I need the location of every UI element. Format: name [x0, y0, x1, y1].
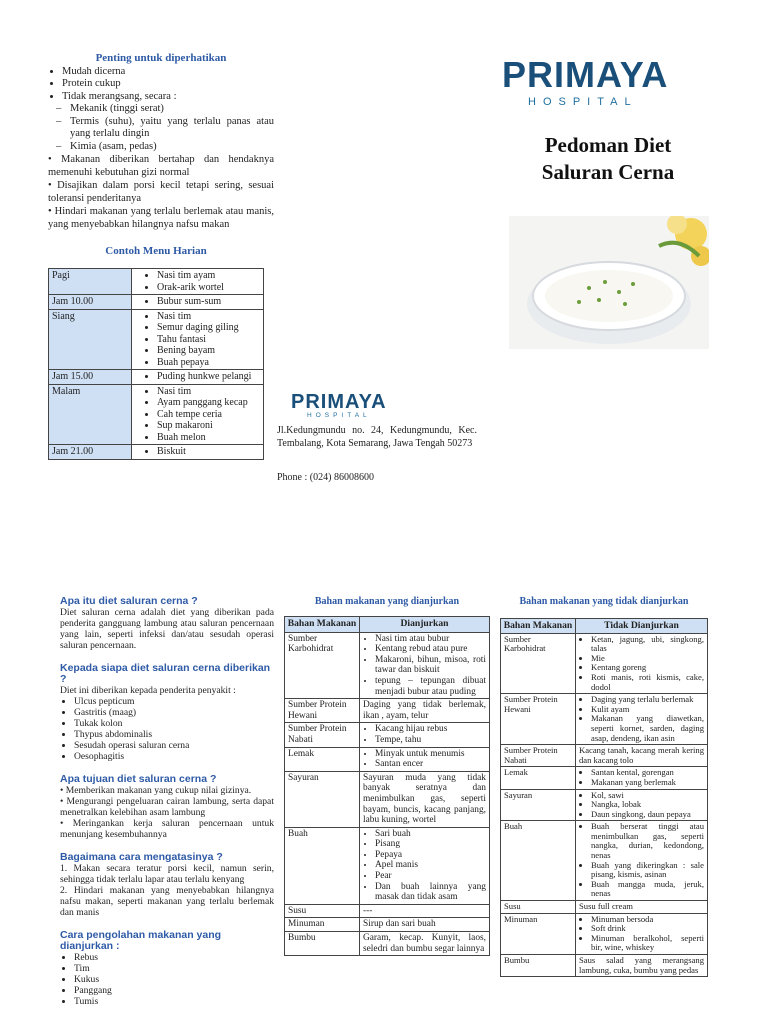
food-values	[576, 821, 708, 901]
list-item: • Tidak merangsang, secara :	[62, 91, 274, 104]
food-values	[576, 694, 708, 745]
section-heading: Kepada siapa diet saluran cerna diberikan ?	[60, 662, 271, 685]
table-row	[285, 747, 490, 771]
list-item: • Buah pepaya	[157, 357, 260, 369]
list-item: • Bening bayam	[157, 345, 260, 357]
porridge-bowl-image	[509, 216, 709, 349]
list-item: • Pisang	[375, 839, 486, 850]
section-heading: Apa itu diet saluran cerna ?	[60, 595, 198, 607]
logo-subtitle: HOSPITAL	[528, 96, 638, 108]
list-item: • Ketan, jagung, ubi, singkong, talas	[591, 635, 704, 654]
food-values	[576, 633, 708, 694]
table-row	[49, 269, 264, 295]
menu-items	[132, 384, 264, 445]
note-paragraph: • Hindari makanan yang terlalu berlemak atau manis, yang menyebabkan hilangnya nafsu makan	[48, 206, 274, 231]
food-category: Buah	[501, 821, 576, 901]
list-item: • Kentang goreng	[591, 663, 704, 673]
list-item: • Soft drink	[591, 924, 704, 934]
menu-title: Contoh Menu Harian	[105, 245, 207, 257]
goal-item: • Meringankan kerja saluran pencernaan untuk menunjang kesembuhannya	[60, 818, 274, 840]
table-row	[285, 827, 490, 904]
list-item: • Puding hunkwe pelangi	[157, 371, 260, 383]
food-values: ---	[360, 904, 490, 918]
avoid-title: Bahan makanan yang tidak dianjurkan	[519, 596, 689, 607]
food-category: Sumber Protein Hewani	[501, 694, 576, 745]
table-row	[49, 295, 264, 310]
list-item: • Cah tempe ceria	[157, 409, 260, 421]
list-item: • Nasi tim ayam	[157, 270, 260, 282]
table-row	[285, 771, 490, 827]
table-row	[49, 445, 264, 460]
recommended-foods-table	[284, 616, 490, 956]
list-item: • Thypus abdominalis	[74, 729, 274, 740]
food-values: Saus salad yang merangsang lambung, cuka, bumbu yang pedas	[576, 955, 708, 977]
food-values	[576, 767, 708, 789]
section-heading: Bagaimana cara mengatasinya ?	[60, 851, 223, 863]
goal-item: • Mengurangi pengeluaran cairan lambung, serta dapat menetralkan kelebihan asam lambung	[60, 796, 274, 818]
food-values: Garam, kecap. Kunyit, laos, seledri dan bumbu segar lainnya	[360, 932, 490, 956]
note-paragraph: • Makanan diberikan bertahap dan hendaknya memenuhi kebutuhan gizi normal	[48, 154, 274, 179]
table-row	[501, 901, 708, 914]
list-item: • Apel manis	[375, 860, 486, 871]
list-item: • Sesudah operasi saluran cerna	[74, 740, 274, 751]
primaya-logo	[502, 56, 702, 108]
step-item: 1. Makan secara teratur porsi kecil, namun serin, sehingga tidak terlalu lapar atau terlalu kenyang	[60, 863, 274, 885]
food-category: Susu	[285, 904, 360, 918]
list-item: • Buah yang dikeringkan : sale pisang, kismis, asinan	[591, 861, 704, 880]
diet-info	[60, 596, 274, 1007]
list-item: • Kol, sawi	[591, 791, 704, 801]
food-values: Sirup dan sari buah	[360, 918, 490, 932]
food-values: Susu full cream	[576, 901, 708, 914]
menu-time: Jam 15.00	[49, 370, 132, 385]
table-row	[501, 821, 708, 901]
list-item: • Santan encer	[375, 759, 486, 770]
list-item: • Nasi tim	[157, 386, 260, 398]
list-item: • Minuman beralkohol, seperti bir, wine, whiskey	[591, 934, 704, 953]
list-item: • Minuman bersoda	[591, 915, 704, 925]
table-row	[501, 767, 708, 789]
list-item: • Buah berserat tinggi atau menimbulkan gas, seperti nangka, durian, kedondong, nenas	[591, 822, 704, 860]
avoid-foods-table	[500, 618, 708, 977]
list-item: • Nasi tim atau bubur	[375, 634, 486, 645]
list-item: • Daging yang terlalu berlemak	[591, 695, 704, 705]
list-item: • Mie	[591, 654, 704, 664]
list-item: • Nasi tim	[157, 311, 260, 323]
table-row	[49, 309, 264, 370]
menu-time: Jam 21.00	[49, 445, 132, 460]
goal-item: • Memberikan makanan yang cukup nilai gizinya.	[60, 785, 274, 796]
list-item: • Nangka, lobak	[591, 800, 704, 810]
food-values: Daging yang tidak berlemak, ikan , ayam, telur	[360, 699, 490, 723]
menu-time: Pagi	[49, 269, 132, 295]
list-item: • Buah melon	[157, 432, 260, 444]
table-row	[285, 918, 490, 932]
food-category: Sumber Protein Nabati	[501, 745, 576, 767]
food-values: Sayuran muda yang tidak banyak seratnya dan menimbulkan gas, seperti bayam, buncis, kacang panjang, labu kuning, wortel	[360, 771, 490, 827]
food-values	[576, 789, 708, 821]
food-values	[576, 913, 708, 954]
menu-items	[132, 445, 264, 460]
phone: Phone : (024) 86008600	[277, 472, 374, 483]
food-category: Lemak	[285, 747, 360, 771]
logo-wordmark: PRIMAYA	[502, 54, 669, 95]
list-item: • Tumis	[74, 996, 274, 1007]
list-item: • Tim	[74, 963, 274, 974]
table-row	[285, 699, 490, 723]
column-header: Dianjurkan	[360, 617, 490, 633]
food-category: Lemak	[501, 767, 576, 789]
list-item: • Rebus	[74, 952, 274, 963]
table-row	[501, 913, 708, 954]
important-notes-sublist	[48, 103, 274, 153]
table-row	[285, 632, 490, 699]
list-item: • Orak-arik wortel	[157, 282, 260, 294]
food-values	[360, 827, 490, 904]
list-item: • Oesophagitis	[74, 751, 274, 762]
step-item: 2. Hindari makanan yang menyebabkan hilangnya nafsu makan, seperti makanan yang terlalu berlemak dan manis	[60, 885, 274, 918]
menu-items	[132, 295, 264, 310]
logo-subtitle: HOSPITAL	[307, 412, 371, 419]
list-item: • Semur daging giling	[157, 322, 260, 334]
list-item: • Pepaya	[375, 850, 486, 861]
list-item: • Gastritis (maag)	[74, 707, 274, 718]
list-item: • Ulcus pepticum	[74, 696, 274, 707]
table-row	[285, 904, 490, 918]
menu-time: Siang	[49, 309, 132, 370]
table-row	[285, 723, 490, 747]
list-item: • Kulit ayam	[591, 705, 704, 715]
column-header: Tidak Dianjurkan	[576, 619, 708, 634]
list-item: • Kukus	[74, 974, 274, 985]
table-row	[285, 932, 490, 956]
list-item: • Buah mangga muda, jeruk, nenas	[591, 880, 704, 899]
primaya-logo-small	[291, 392, 387, 419]
list-item: • tepung – tepungan dibuat menjadi bubur atau puding	[375, 676, 486, 697]
section-heading: Apa tujuan diet saluran cerna ?	[60, 773, 217, 785]
list-item: • Tempe, tahu	[375, 735, 486, 746]
list-item: • Makaroni, bihun, misoa, roti tawar dan biskuit	[375, 655, 486, 676]
food-category: Sayuran	[285, 771, 360, 827]
section-text: Diet ini diberikan kepada penderita penyakit :	[60, 685, 236, 696]
address: Jl.Kedungmundu no. 24, Kedungmundu, Kec. Tembalang, Kota Semarang, Jawa Tengah 50273	[277, 425, 477, 449]
list-item: – Kimia (asam, pedas)	[70, 141, 274, 154]
food-values: Kacang tanah, kacang merah kering dan kacang tolo	[576, 745, 708, 767]
list-item: • Tukak kolon	[74, 718, 274, 729]
food-category: Minuman	[501, 913, 576, 954]
table-row	[501, 745, 708, 767]
table-header-row	[501, 619, 708, 634]
list-item: • Makanan yang diawetkan, seperti kornet, sarden, daging asap, dendeng, ikan asin	[591, 714, 704, 743]
important-notes-title: Penting untuk diperhatikan	[95, 52, 227, 64]
food-category: Sumber Protein Nabati	[285, 723, 360, 747]
food-category: Buah	[285, 827, 360, 904]
food-values	[360, 723, 490, 747]
list-item: • Protein cukup	[62, 78, 274, 91]
logo-wordmark: PRIMAYA	[291, 391, 387, 413]
table-row	[501, 633, 708, 694]
table-row	[501, 789, 708, 821]
list-item: – Termis (suhu), yaitu yang terlalu panas atau yang terlalu dingin	[70, 116, 274, 141]
note-paragraph: • Disajikan dalam porsi kecil tetapi sering, sesuai toleransi penderitanya	[48, 180, 274, 205]
menu-time: Jam 10.00	[49, 295, 132, 310]
food-category: Bumbu	[285, 932, 360, 956]
table-row	[49, 370, 264, 385]
table-header-row	[285, 617, 490, 633]
list-item: • Biskuit	[157, 446, 260, 458]
menu-items	[132, 309, 264, 370]
title-line: Pedoman Diet	[544, 133, 672, 157]
list-item: • Tahu fantasi	[157, 334, 260, 346]
list-item: • Sari buah	[375, 829, 486, 840]
list-item: • Sup makaroni	[157, 420, 260, 432]
column-header: Bahan Makanan	[501, 619, 576, 634]
list-item: • Ayam panggang kecap	[157, 397, 260, 409]
section-text: Diet saluran cerna adalah diet yang diberikan pada penderita gangguang lambung atau saluran pencernaan yang lain, seperti infeksi dan/atau sesudah operasi saluran pencernaan.	[60, 607, 274, 651]
important-notes-list	[48, 66, 274, 104]
table-row	[501, 955, 708, 977]
list-item: • Dan buah lainnya yang masak dan tidak asam	[375, 882, 486, 903]
list-item: – Mekanik (tinggi serat)	[70, 103, 274, 116]
recommended-title: Bahan makanan yang dianjurkan	[314, 596, 460, 607]
document-title	[510, 132, 706, 186]
list-item: • Mudah dicerna	[62, 66, 274, 79]
list-item: • Panggang	[74, 985, 274, 996]
food-values	[360, 632, 490, 699]
cooking-methods-list	[60, 952, 274, 1007]
food-category: Sayuran	[501, 789, 576, 821]
food-category: Bumbu	[501, 955, 576, 977]
disease-list	[60, 696, 274, 762]
table-row	[49, 384, 264, 445]
food-category: Minuman	[285, 918, 360, 932]
list-item: • Kacang hijau rebus	[375, 724, 486, 735]
list-item: • Santan kental, gorengan	[591, 768, 704, 778]
food-category: Sumber Protein Hewani	[285, 699, 360, 723]
table-row	[501, 694, 708, 745]
daily-menu-table	[48, 268, 264, 460]
food-values	[360, 747, 490, 771]
list-item: • Minyak untuk menumis	[375, 749, 486, 760]
section-heading: Cara pengolahan makanan yang dianjurkan :	[60, 929, 222, 952]
list-item: • Bubur sum-sum	[157, 296, 260, 308]
food-category: Sumber Karbohidrat	[501, 633, 576, 694]
list-item: • Daun singkong, daun pepaya	[591, 810, 704, 820]
list-item: • Roti manis, roti kismis, cake, dodol	[591, 673, 704, 692]
food-category: Sumber Karbohidrat	[285, 632, 360, 699]
list-item: • Pear	[375, 871, 486, 882]
list-item: • Makanan yang berlemak	[591, 778, 704, 788]
column-header: Bahan Makanan	[285, 617, 360, 633]
important-notes	[48, 52, 274, 232]
menu-items	[132, 269, 264, 295]
title-line: Saluran Cerna	[541, 160, 675, 184]
list-item: • Kentang rebud atau pure	[375, 644, 486, 655]
menu-time: Malam	[49, 384, 132, 445]
food-category: Susu	[501, 901, 576, 914]
menu-items	[132, 370, 264, 385]
